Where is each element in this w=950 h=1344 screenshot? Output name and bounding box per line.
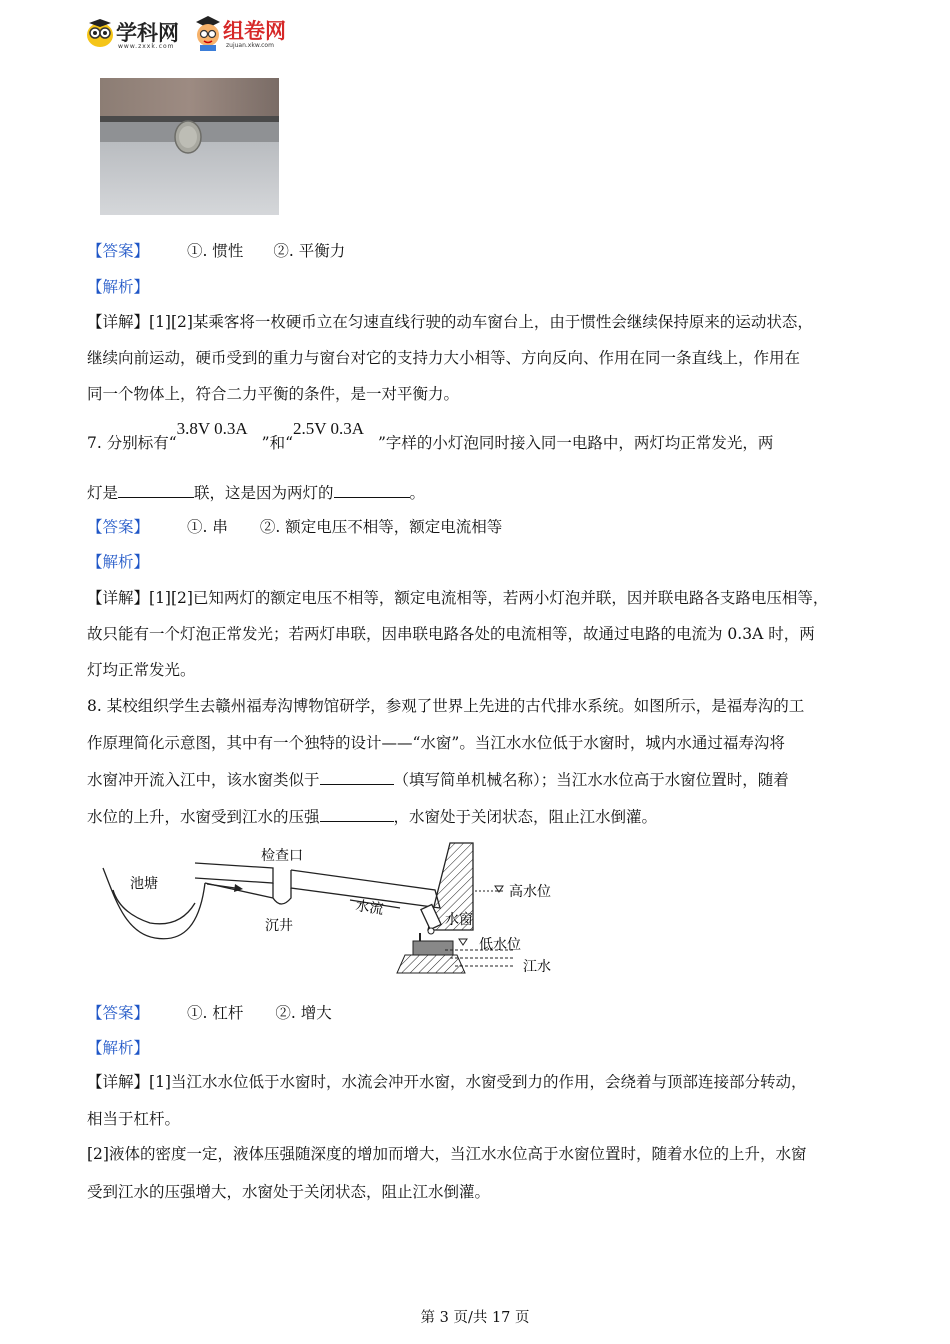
q8-detail-line: 相当于杠杆。 [87,1110,181,1128]
q6-answer-row [87,240,345,262]
drainage-diagram [95,838,565,980]
blank-4[interactable] [320,806,394,822]
q8-text: ，水窗处于关闭状态，阻止江水倒灌。 [393,808,658,826]
answer-label: 【答案】 [87,518,150,536]
logo-zujuanwang: 组卷网 [223,19,286,43]
answer-label: 【答案】 [87,242,150,260]
q8-detail-line: 受到江水的压强增大，水窗处于关闭状态，阻止江水倒灌。 [87,1183,491,1201]
label-pond: 池塘 [130,876,158,892]
q6-detail-line: 同一个物体上，符合二力平衡的条件，是一对平衡力。 [87,385,460,403]
logo-zujuanwang-url: zujuan.xkw.com [226,42,274,49]
label-high-water: 高水位 [509,884,551,900]
q8-text: 水窗冲开流入江中，该水窗类似于 [87,771,320,789]
q8-answer-1: ①. 杠杆 [187,1004,244,1022]
label-river: 江水 [523,959,551,975]
q8-analysis-label: 【解析】 [87,1039,150,1057]
q7-detail-line [87,587,828,609]
q8-question-line [87,806,657,828]
q8-detail-line: [2]液体的密度一定，液体压强随深度的增加而增大，当江水水位高于水窗位置时，随着水位的上升，水窗 [87,1145,807,1163]
blank-1[interactable] [118,482,194,498]
q7-detail-line: 灯均正常发光。 [87,661,196,679]
q7-spec-2: 2.5V 0.3A [293,419,364,438]
q8-text: 水位的上升，水窗受到江水的压强 [87,808,320,826]
q8-answer-row [87,1002,332,1024]
q7-answer-1: ①. 串 [187,518,228,536]
q7-detail-line: 故只能有一个灯泡正常发光；若两灯串联，因串联电路各处的电流相等，故通过电路的电流为 0.3A 时，两 [87,625,815,643]
q8-answer-2: ②. 增大 [275,1004,332,1022]
q6-detail-line [87,311,813,333]
q8-question-line [87,769,789,791]
q7-question-line1 [87,419,774,454]
label-flow: 水流 [354,898,385,918]
q7-suffix: ”字样的小灯泡同时接入同一电路中，两灯均正常发光，两 [378,434,774,452]
q8-detail-line [87,1071,806,1093]
q8-detail-text: [1]当江水水位低于水窗时，水流会冲开水窗，水窗受到力的作用，会绕着与顶部连接部分转动， [149,1073,807,1091]
q7-mid: ”和“ [261,434,293,452]
q7-question-line2 [87,482,425,504]
q7-detail-text: [1][2]已知两灯的额定电压不相等，额定电流相等，若两小灯泡并联，因并联电路各支路电压相等， [149,589,829,607]
q7-answer-row [87,516,502,538]
blank-2[interactable] [334,482,410,498]
q7-text: 灯是 [87,484,119,502]
detail-label: 【详解】 [87,313,150,331]
q6-analysis-label: 【解析】 [87,278,150,296]
label-checkpoint: 检查口 [261,848,303,864]
owl-icon [86,18,114,48]
q7-answer-2: ②. 额定电压不相等，额定电流相等 [259,518,503,536]
q6-detail-line: 继续向前运动，硬币受到的重力与窗台对它的支持力大小相等、方向反向、作用在同一条直线上，作用在 [87,349,801,367]
q8-question-line: 8. 某校组织学生去赣州福寿沟博物馆研学，参观了世界上先进的古代排水系统。如图所示，是福寿沟的工 [87,697,805,715]
detail-label: 【详解】 [87,589,150,607]
q7-text: 。 [409,484,426,502]
coin-photo [100,78,279,215]
mascot-icon [194,14,222,52]
answer-label: 【答案】 [87,1004,150,1022]
q7-prefix: 7. 分别标有“ [87,434,177,452]
detail-label: 【详解】 [87,1073,150,1091]
header-logo [86,14,306,54]
q7-analysis-label: 【解析】 [87,553,150,571]
q7-text: 联，这是因为两灯的 [194,484,334,502]
logo-xuekewang-url: www.zxxk.com [118,43,175,50]
logo-xuekewang: 学科网 [116,21,179,45]
q8-text: （填写简单机械名称）；当江水水位高于水窗位置时，随着 [393,771,789,789]
q6-detail-text: [1][2]某乘客将一枚硬币立在匀速直线行驶的动车窗台上，由于惯性会继续保持原来的运动状态， [149,313,813,331]
page-number: 第 3 页/共 17 页 [420,1310,530,1326]
q8-question-line: 作原理简化示意图，其中有一个独特的设计——“水窗”。当江水水位低于水窗时，城内水通过福寿沟将 [87,734,785,752]
label-window: 水窗 [445,912,473,928]
label-well: 沉井 [265,918,293,934]
blank-3[interactable] [320,769,394,785]
label-low-water: 低水位 [479,937,521,953]
q7-spec-1: 3.8V 0.3A [176,419,248,438]
q6-answer-1: ①. 惯性 [187,242,244,260]
q6-answer-2: ②. 平衡力 [273,242,346,260]
